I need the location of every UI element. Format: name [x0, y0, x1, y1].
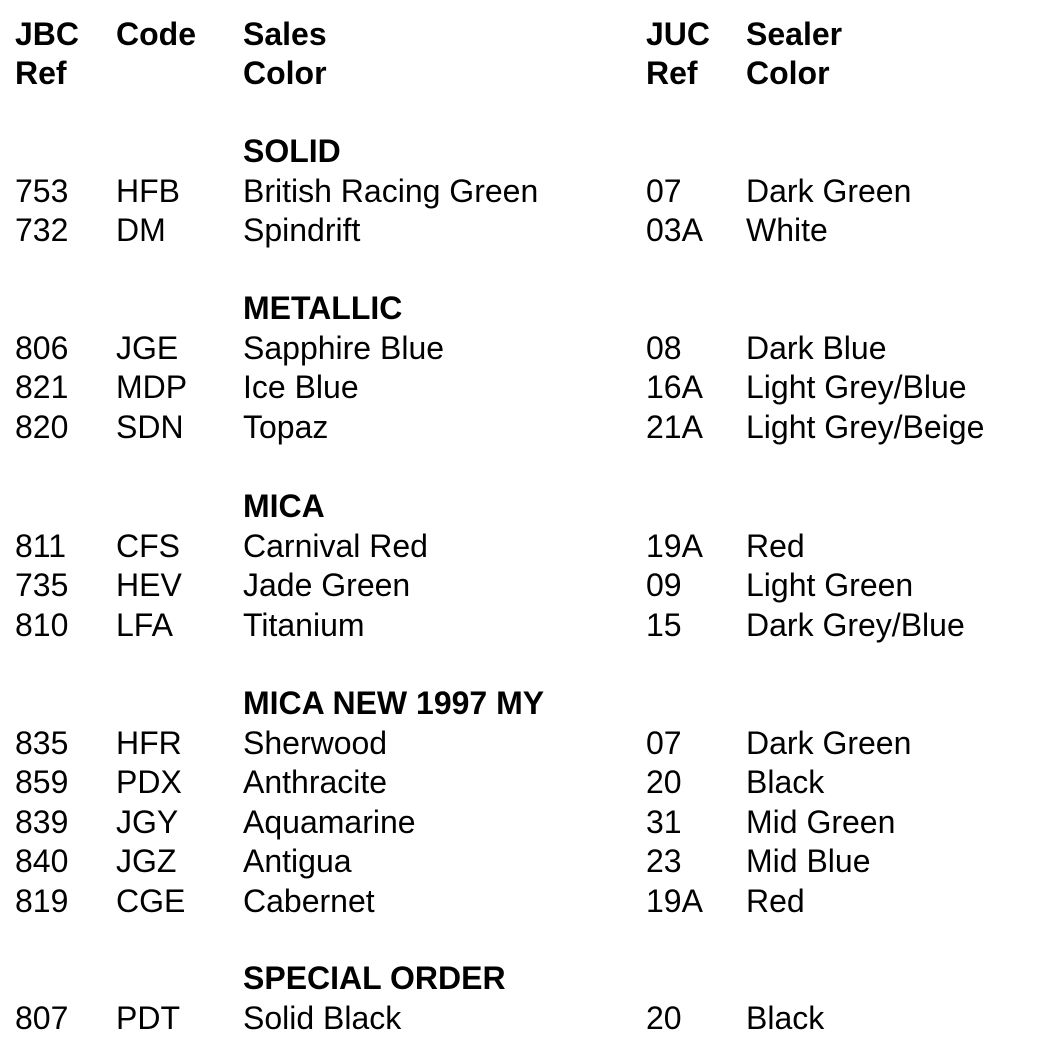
cell-juc-ref: 09 — [646, 567, 682, 603]
cell-sales-color: Carnival Red — [243, 528, 428, 564]
cell-sales-color: Solid Black — [243, 1000, 402, 1036]
table-row — [0, 171, 1056, 211]
table-row — [0, 881, 1056, 921]
cell-jbc-ref: 819 — [15, 883, 69, 919]
section-title: MICA NEW 1997 MY — [243, 685, 545, 721]
cell-sealer-color: Red — [746, 528, 805, 564]
section-title: MICA — [243, 488, 325, 524]
cell-sealer-color: Dark Green — [746, 173, 912, 209]
cell-jbc-ref: 806 — [15, 330, 69, 366]
cell-sealer-color: Red — [746, 883, 805, 919]
cell-code: MDP — [116, 369, 188, 405]
header-row-1 — [0, 14, 1056, 54]
cell-juc-ref: 07 — [646, 173, 682, 209]
cell-code: HEV — [116, 567, 182, 603]
cell-sales-color: Cabernet — [243, 883, 375, 919]
cell-juc-ref: 19A — [646, 528, 703, 564]
table-row — [0, 407, 1056, 447]
cell-code: JGY — [116, 804, 179, 840]
table-row — [0, 210, 1056, 250]
header-sales: Sales — [243, 16, 327, 52]
cell-sales-color: Topaz — [243, 409, 329, 445]
header-juc: JUC — [646, 16, 711, 52]
cell-sealer-color: Mid Blue — [746, 843, 871, 879]
cell-code: LFA — [116, 607, 173, 643]
header-juc-ref: Ref — [646, 55, 698, 91]
cell-sales-color: Sapphire Blue — [243, 330, 445, 366]
cell-sales-color: Spindrift — [243, 212, 361, 248]
table-row — [0, 526, 1056, 566]
header-ref: Ref — [15, 55, 67, 91]
cell-sales-color: Sherwood — [243, 725, 388, 761]
cell-juc-ref: 31 — [646, 804, 682, 840]
cell-code: DM — [116, 212, 166, 248]
table-row — [0, 762, 1056, 802]
cell-code: SDN — [116, 409, 184, 445]
cell-code: PDX — [116, 764, 182, 800]
cell-code: PDT — [116, 1000, 180, 1036]
cell-jbc-ref: 820 — [15, 409, 69, 445]
cell-juc-ref: 19A — [646, 883, 703, 919]
cell-jbc-ref: 732 — [15, 212, 69, 248]
cell-sealer-color: Light Grey/Blue — [746, 369, 967, 405]
cell-sealer-color: Dark Green — [746, 725, 912, 761]
cell-code: JGZ — [116, 843, 177, 879]
header-sealer-color: Color — [746, 55, 830, 91]
cell-sealer-color: Black — [746, 1000, 825, 1036]
cell-jbc-ref: 735 — [15, 567, 69, 603]
table-row — [0, 802, 1056, 842]
cell-jbc-ref: 835 — [15, 725, 69, 761]
cell-jbc-ref: 821 — [15, 369, 69, 405]
cell-jbc-ref: 810 — [15, 607, 69, 643]
cell-code: CFS — [116, 528, 180, 564]
cell-sales-color: Anthracite — [243, 764, 388, 800]
table-row — [0, 565, 1056, 605]
cell-sealer-color: White — [746, 212, 828, 248]
cell-sales-color: Titanium — [243, 607, 365, 643]
table-row — [0, 367, 1056, 407]
header-sealer: Sealer — [746, 16, 843, 52]
table-row — [0, 605, 1056, 645]
cell-jbc-ref: 753 — [15, 173, 69, 209]
section-title: SOLID — [243, 133, 341, 169]
cell-sealer-color: Black — [746, 764, 825, 800]
cell-juc-ref: 08 — [646, 330, 682, 366]
section-title-row — [0, 288, 1056, 328]
cell-sales-color: Jade Green — [243, 567, 411, 603]
section-title-row — [0, 958, 1056, 998]
header-sales-color: Color — [243, 55, 327, 91]
header-row-2 — [0, 53, 1056, 93]
cell-juc-ref: 07 — [646, 725, 682, 761]
cell-jbc-ref: 807 — [15, 1000, 69, 1036]
cell-sealer-color: Mid Green — [746, 804, 896, 840]
section-title-row — [0, 131, 1056, 171]
cell-jbc-ref: 811 — [15, 528, 67, 564]
table-row — [0, 841, 1056, 881]
cell-juc-ref: 21A — [646, 409, 703, 445]
cell-sealer-color: Light Green — [746, 567, 914, 603]
cell-jbc-ref: 859 — [15, 764, 69, 800]
cell-juc-ref: 20 — [646, 764, 682, 800]
cell-juc-ref: 03A — [646, 212, 703, 248]
table-row — [0, 328, 1056, 368]
header-jbc: JBC — [15, 16, 80, 52]
section-title-row — [0, 486, 1056, 526]
cell-sealer-color: Dark Grey/Blue — [746, 607, 965, 643]
cell-jbc-ref: 839 — [15, 804, 69, 840]
section-title: METALLIC — [243, 290, 403, 326]
cell-juc-ref: 16A — [646, 369, 703, 405]
cell-sealer-color: Dark Blue — [746, 330, 887, 366]
cell-sealer-color: Light Grey/Beige — [746, 409, 985, 445]
cell-sales-color: Ice Blue — [243, 369, 359, 405]
cell-sales-color: Antigua — [243, 843, 352, 879]
table-row — [0, 998, 1056, 1038]
cell-juc-ref: 23 — [646, 843, 682, 879]
cell-sales-color: Aquamarine — [243, 804, 416, 840]
cell-code: HFR — [116, 725, 182, 761]
section-title: SPECIAL ORDER — [243, 960, 506, 996]
header-code: Code — [116, 16, 196, 52]
cell-sales-color: British Racing Green — [243, 173, 539, 209]
cell-code: CGE — [116, 883, 186, 919]
table-row — [0, 723, 1056, 763]
section-title-row — [0, 683, 1056, 723]
cell-code: JGE — [116, 330, 179, 366]
cell-code: HFB — [116, 173, 180, 209]
cell-jbc-ref: 840 — [15, 843, 69, 879]
cell-juc-ref: 20 — [646, 1000, 682, 1036]
cell-juc-ref: 15 — [646, 607, 682, 643]
